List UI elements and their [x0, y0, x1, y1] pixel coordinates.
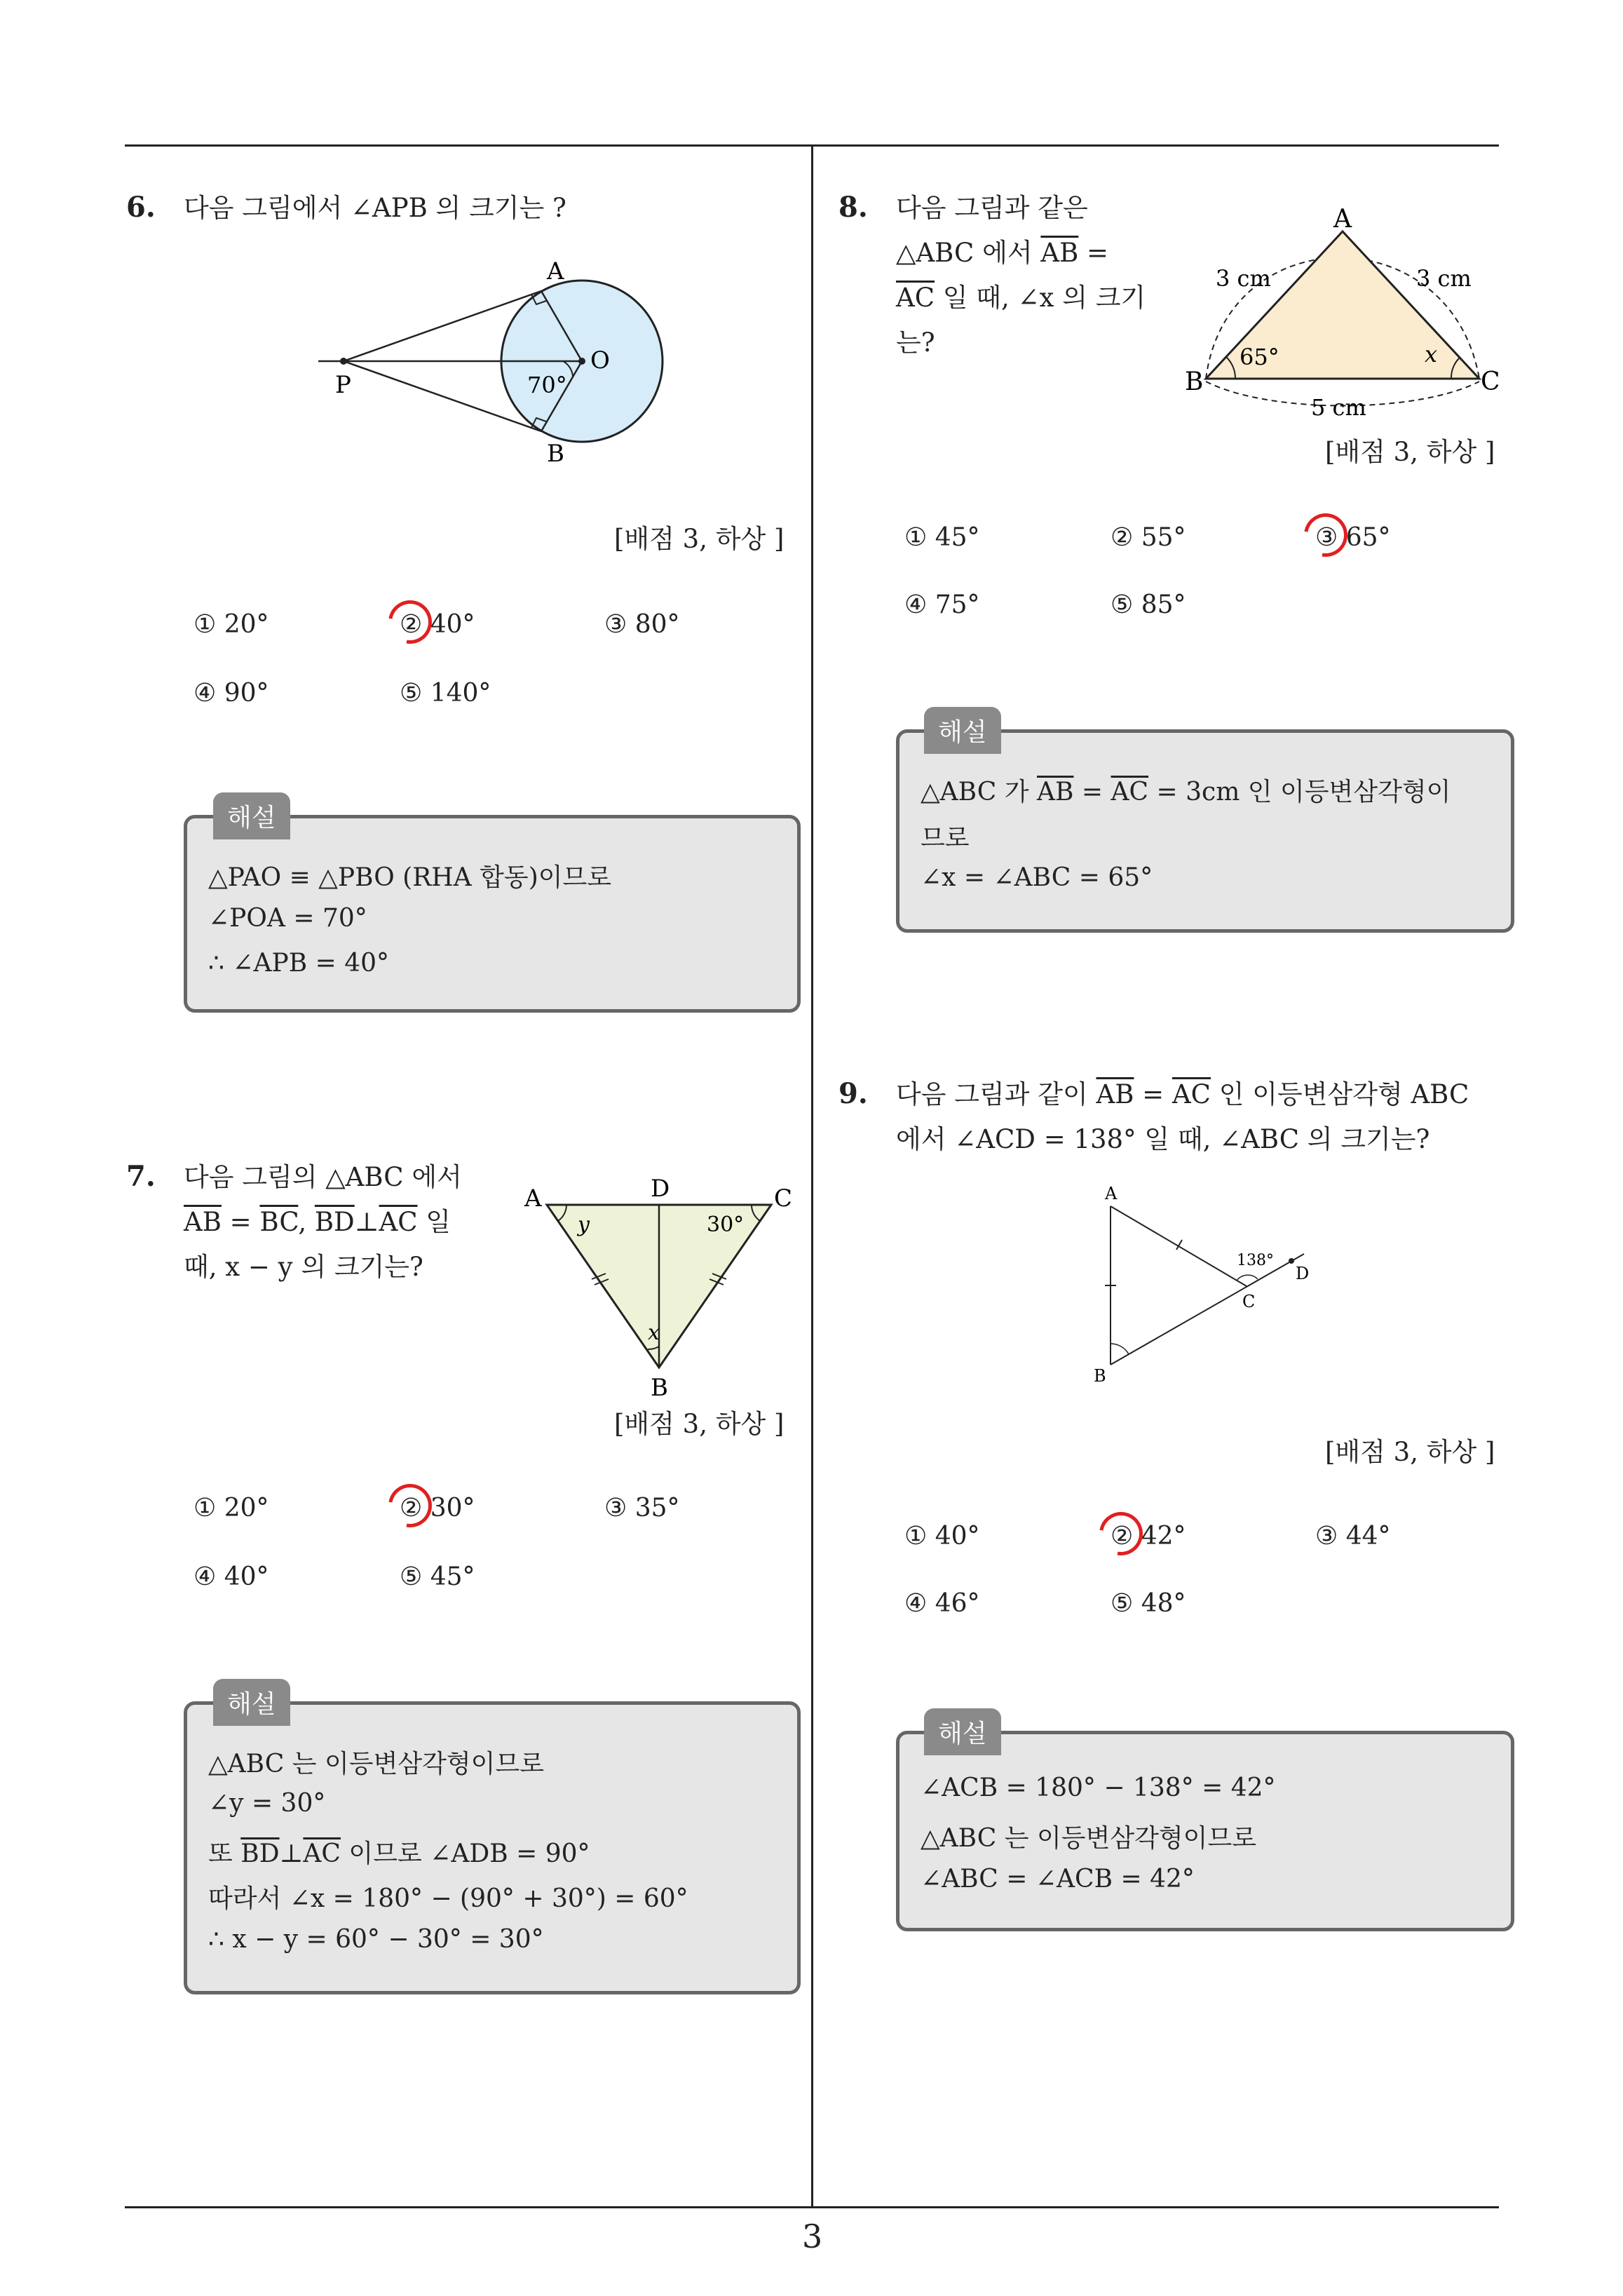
q6-sol-line-3: ∴ ∠APB = 40°: [208, 949, 390, 978]
q7-solution-box: [184, 1701, 801, 1994]
q6-choice-1[interactable]: ① 20°: [193, 610, 269, 639]
q6-sol-line-2: ∠POA = 70°: [208, 904, 367, 933]
q8-sol1-pre: △ABC 가: [921, 778, 1038, 806]
q6-point-o: [578, 358, 585, 365]
q6-label-o: O: [590, 346, 610, 374]
q7-line-2: [184, 1209, 451, 1235]
q7-sol3-ac: $\overline{AC}$: [303, 1839, 341, 1868]
q9-line1-post: 인 이등변삼각형 ABC: [1210, 1079, 1469, 1109]
q8-seg-ab: $\overline{AB}$: [1040, 238, 1079, 268]
q7-line2-end: 일: [417, 1207, 451, 1237]
bottom-rule: [125, 2206, 1499, 2208]
q7-choice-5[interactable]: ⑤ 45°: [400, 1562, 475, 1591]
q7-solution-tag: 해설: [213, 1679, 290, 1726]
q6-label-p: P: [335, 371, 351, 399]
q8-line-3: [896, 285, 1146, 311]
q6-figure: [308, 252, 687, 477]
q7-label-d: D: [651, 1175, 670, 1203]
q9-label-c: C: [1242, 1292, 1256, 1311]
q9-point-d: [1289, 1258, 1294, 1264]
q8-solution-tag: 해설: [924, 707, 1001, 754]
q9-angle-arc-c: [1237, 1275, 1258, 1281]
q8-choice-1[interactable]: ① 45°: [904, 523, 980, 552]
q8-sol-line-1: [921, 772, 1451, 808]
q7-sol-line-3: [208, 1834, 590, 1870]
q7-choice-4[interactable]: ④ 40°: [193, 1562, 269, 1591]
q9-sol-line-3: ∠ABC = ∠ACB = 42°: [921, 1865, 1195, 1893]
q8-choice-2[interactable]: ② 55°: [1111, 523, 1186, 552]
q7-label-b: B: [651, 1374, 668, 1402]
q8-sol1-post: = 3cm 인 이등변삼각형이: [1148, 778, 1451, 806]
q9-number: 9.: [838, 1077, 868, 1110]
q8-line-1: 다음 그림과 같은: [896, 193, 1088, 223]
q9-line-1: [896, 1081, 1469, 1107]
q6-text: 다음 그림에서 ∠APB 의 크기는 ?: [184, 193, 566, 223]
q8-line-2: [896, 240, 1108, 266]
q8-label-b: B: [1185, 367, 1204, 396]
q6-label-a: A: [547, 257, 564, 285]
q9-figure: [1087, 1178, 1325, 1389]
q8-eq: =: [1078, 238, 1109, 268]
q7-line-3: 때, x − y 의 크기는?: [184, 1252, 423, 1282]
q9-seg-ac: $\overline{AC}$: [1172, 1079, 1211, 1109]
q8-sol-line-2: 므로: [921, 824, 970, 853]
q8-answer-mark: [1296, 505, 1356, 565]
q8-line2-pre: △ABC 에서: [896, 238, 1041, 268]
q9-solution-box: [896, 1731, 1514, 1931]
q7-eq: =: [221, 1207, 260, 1237]
q8-label-angle: 65°: [1240, 344, 1279, 370]
q8-label-side-ac: 3 cm: [1416, 265, 1472, 292]
q7-choice-2[interactable]: ② 30°: [400, 1494, 475, 1522]
q6-label-angle: 70°: [527, 372, 567, 398]
q6-choice-3[interactable]: ③ 80°: [604, 610, 680, 639]
q8-line-4: 는?: [896, 327, 935, 358]
q7-seg-bc: $\overline{BC}$: [259, 1207, 299, 1237]
q9-eq: =: [1134, 1079, 1172, 1109]
q6-number: 6.: [126, 191, 156, 224]
q6-solution-tag: 해설: [213, 792, 290, 839]
q8-label-base: 5 cm: [1311, 394, 1366, 421]
q7-sol-line-4: 따라서 ∠x = 180° − (90° + 30°) = 60°: [208, 1884, 688, 1913]
q7-seg-ac: $\overline{AC}$: [379, 1207, 418, 1237]
q6-label-b: B: [547, 440, 564, 468]
q9-meta: [배점 3, 하상 ]: [1325, 1437, 1495, 1467]
q7-figure: [519, 1171, 799, 1403]
q9-choice-1[interactable]: ① 40°: [904, 1522, 980, 1551]
q9-line-2: 에서 ∠ACD = 138° 일 때, ∠ABC 의 크기는?: [896, 1124, 1430, 1154]
q8-sol-line-3: ∠x = ∠ABC = 65°: [921, 863, 1153, 892]
q8-label-a: A: [1333, 205, 1352, 234]
q7-number: 7.: [126, 1160, 156, 1193]
q9-sol-line-2: △ABC 는 이등변삼각형이므로: [921, 1824, 1256, 1853]
q8-solution-box: [896, 729, 1514, 933]
q6-point-p: [340, 358, 347, 365]
q7-line-1: 다음 그림의 △ABC 에서: [184, 1162, 462, 1192]
q9-choice-2[interactable]: ② 42°: [1111, 1522, 1186, 1551]
q9-angle-arc-b: [1111, 1344, 1129, 1354]
q8-seg-ac: $\overline{AC}$: [896, 283, 935, 313]
q7-sol3-bd: $\overline{BD}$: [240, 1839, 280, 1868]
q9-label-a: A: [1105, 1184, 1118, 1203]
q6-choice-4[interactable]: ④ 90°: [193, 679, 269, 708]
q9-choice-4[interactable]: ④ 46°: [904, 1589, 980, 1618]
q9-label-b: B: [1094, 1366, 1106, 1386]
q7-meta: [배점 3, 하상 ]: [614, 1409, 785, 1439]
q8-meta: [배점 3, 하상 ]: [1325, 437, 1495, 467]
q7-seg-bd: $\overline{BD}$: [314, 1207, 355, 1237]
q9-choice-5[interactable]: ⑤ 48°: [1111, 1589, 1186, 1618]
q7-sol3-post: 이므로 ∠ADB = 90°: [340, 1839, 590, 1868]
q7-sol-line-1: △ABC 는 이등변삼각형이므로: [208, 1750, 544, 1778]
q7-sol3-pre: 또: [208, 1839, 241, 1868]
q6-sol-line-1: △PAO ≡ △PBO (RHA 합동)이므로: [208, 863, 612, 892]
q7-label-angle: 30°: [707, 1213, 745, 1237]
q7-label-c: C: [774, 1184, 793, 1213]
q8-label-side-ab: 3 cm: [1216, 265, 1271, 292]
q8-figure: [1185, 203, 1500, 435]
q7-sol-line-5: ∴ x − y = 60° − 30° = 30°: [208, 1925, 544, 1954]
q7-comma: ,: [298, 1207, 315, 1237]
q7-answer-mark: [380, 1475, 440, 1536]
page-number: 3: [802, 2217, 823, 2255]
q7-choice-3[interactable]: ③ 35°: [604, 1494, 680, 1522]
q8-sol1-ac: $\overline{AC}$: [1111, 778, 1149, 806]
q9-seg-ab: $\overline{AB}$: [1096, 1079, 1134, 1109]
q9-label-angle: 138°: [1237, 1252, 1274, 1269]
q9-answer-mark: [1091, 1504, 1151, 1564]
q7-seg-ab: $\overline{AB}$: [184, 1207, 222, 1237]
q9-label-d: D: [1296, 1264, 1310, 1283]
q8-sol1-ab: $\overline{AB}$: [1037, 778, 1074, 806]
q8-choice-4[interactable]: ④ 75°: [904, 590, 980, 619]
q7-choice-1[interactable]: ① 20°: [193, 1494, 269, 1522]
q7-sol-line-2: ∠y = 30°: [208, 1789, 326, 1818]
q8-line3-post: 일 때, ∠x 의 크기: [935, 283, 1146, 313]
q6-meta: [배점 3, 하상 ]: [614, 524, 785, 554]
column-divider: [811, 144, 813, 2206]
q9-side-bc-extended: [1111, 1254, 1304, 1365]
q8-choice-5[interactable]: ⑤ 85°: [1111, 590, 1186, 619]
q9-line1-pre: 다음 그림과 같이: [896, 1079, 1096, 1109]
q7-label-x: x: [648, 1321, 660, 1345]
q7-sol3-perp: ⊥: [279, 1839, 304, 1868]
q9-choice-3[interactable]: ③ 44°: [1315, 1522, 1391, 1551]
q8-number: 8.: [838, 191, 868, 224]
q7-label-a: A: [524, 1184, 542, 1213]
q9-solution-tag: 해설: [924, 1708, 1001, 1755]
q6-solution-box: [184, 815, 801, 1013]
q7-perp: ⊥: [354, 1207, 379, 1237]
q7-label-y: y: [578, 1213, 590, 1237]
q6-answer-mark: [380, 592, 440, 652]
q9-sol-line-1: ∠ACB = 180° − 138° = 42°: [921, 1774, 1276, 1802]
q6-choice-5[interactable]: ⑤ 140°: [400, 679, 491, 708]
q8-label-c: C: [1481, 367, 1500, 396]
q6-choice-2[interactable]: ② 40°: [400, 610, 475, 639]
q8-label-x: x: [1425, 341, 1438, 367]
q8-choice-3[interactable]: ③ 65°: [1315, 523, 1391, 552]
q8-sol1-eq: =: [1073, 778, 1111, 806]
